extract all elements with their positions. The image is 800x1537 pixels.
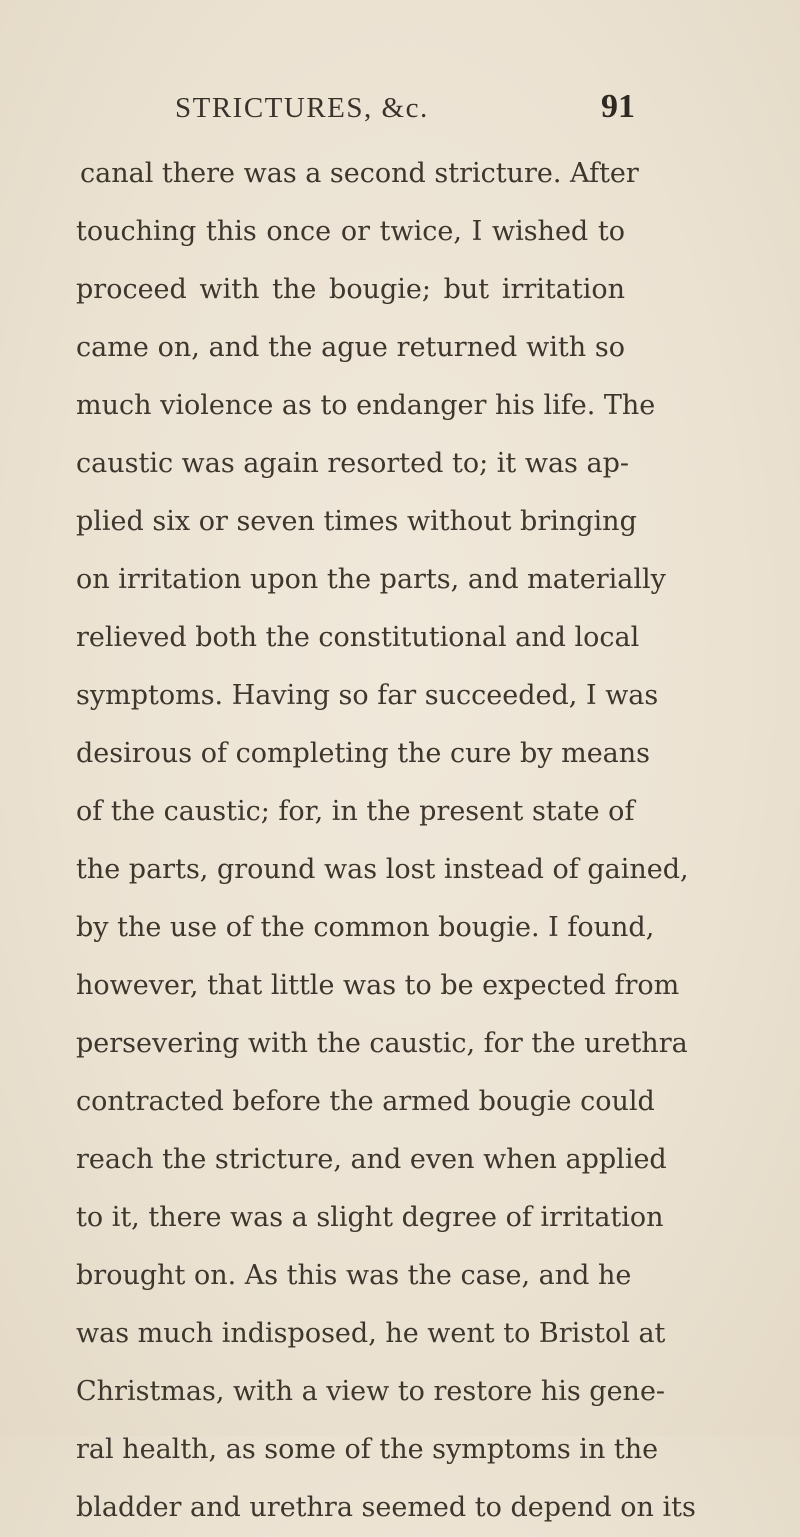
text-line: relieved both the constitutional and local xyxy=(76,622,640,653)
text-line: bladder and urethra seemed to depend on its xyxy=(76,1492,696,1523)
text-line: persevering with the caustic, for the urethra xyxy=(76,1028,688,1059)
text-line: caustic was again resorted to; it was ap- xyxy=(76,448,629,479)
page-number: 91 xyxy=(601,88,635,125)
text-line: proceed with the bougie; but irritation xyxy=(76,274,625,305)
text-line: contracted before the armed bougie could xyxy=(76,1086,655,1117)
text-line: plied six or seven times without bringing xyxy=(76,506,637,537)
text-line: however, that little was to be expected from xyxy=(76,970,680,1001)
text-line: reach the stricture, and even when applied xyxy=(76,1144,667,1175)
text-line: came on, and the ague returned with so xyxy=(76,332,625,363)
text-line: the parts, ground was lost instead of gained, xyxy=(76,854,689,885)
text-line: ral health, as some of the symptoms in the xyxy=(76,1434,659,1465)
text-line: Christmas, with a view to restore his gene- xyxy=(76,1376,666,1407)
running-title: STRICTURES, &c. xyxy=(175,92,429,124)
text-line: to it, there was a slight degree of irritation xyxy=(76,1202,664,1233)
text-line: symptoms. Having so far succeeded, I was xyxy=(76,680,659,711)
text-line: by the use of the common bougie. I found, xyxy=(76,912,655,943)
text-line: touching this once or twice, I wished to xyxy=(76,216,625,247)
text-line: brought on. As this was the case, and he xyxy=(76,1260,632,1291)
text-line: on irritation upon the parts, and materially xyxy=(76,564,666,595)
body-text xyxy=(50,145,696,1537)
text-line: was much indisposed, he went to Bristol at xyxy=(76,1318,666,1349)
text-line: canal there was a second stricture. After xyxy=(80,158,639,189)
text-line: of the caustic; for, in the present state of xyxy=(76,796,635,827)
text-line: desirous of completing the cure by means xyxy=(76,738,651,769)
text-line: much violence as to endanger his life. The xyxy=(76,390,656,421)
running-head xyxy=(175,88,635,132)
